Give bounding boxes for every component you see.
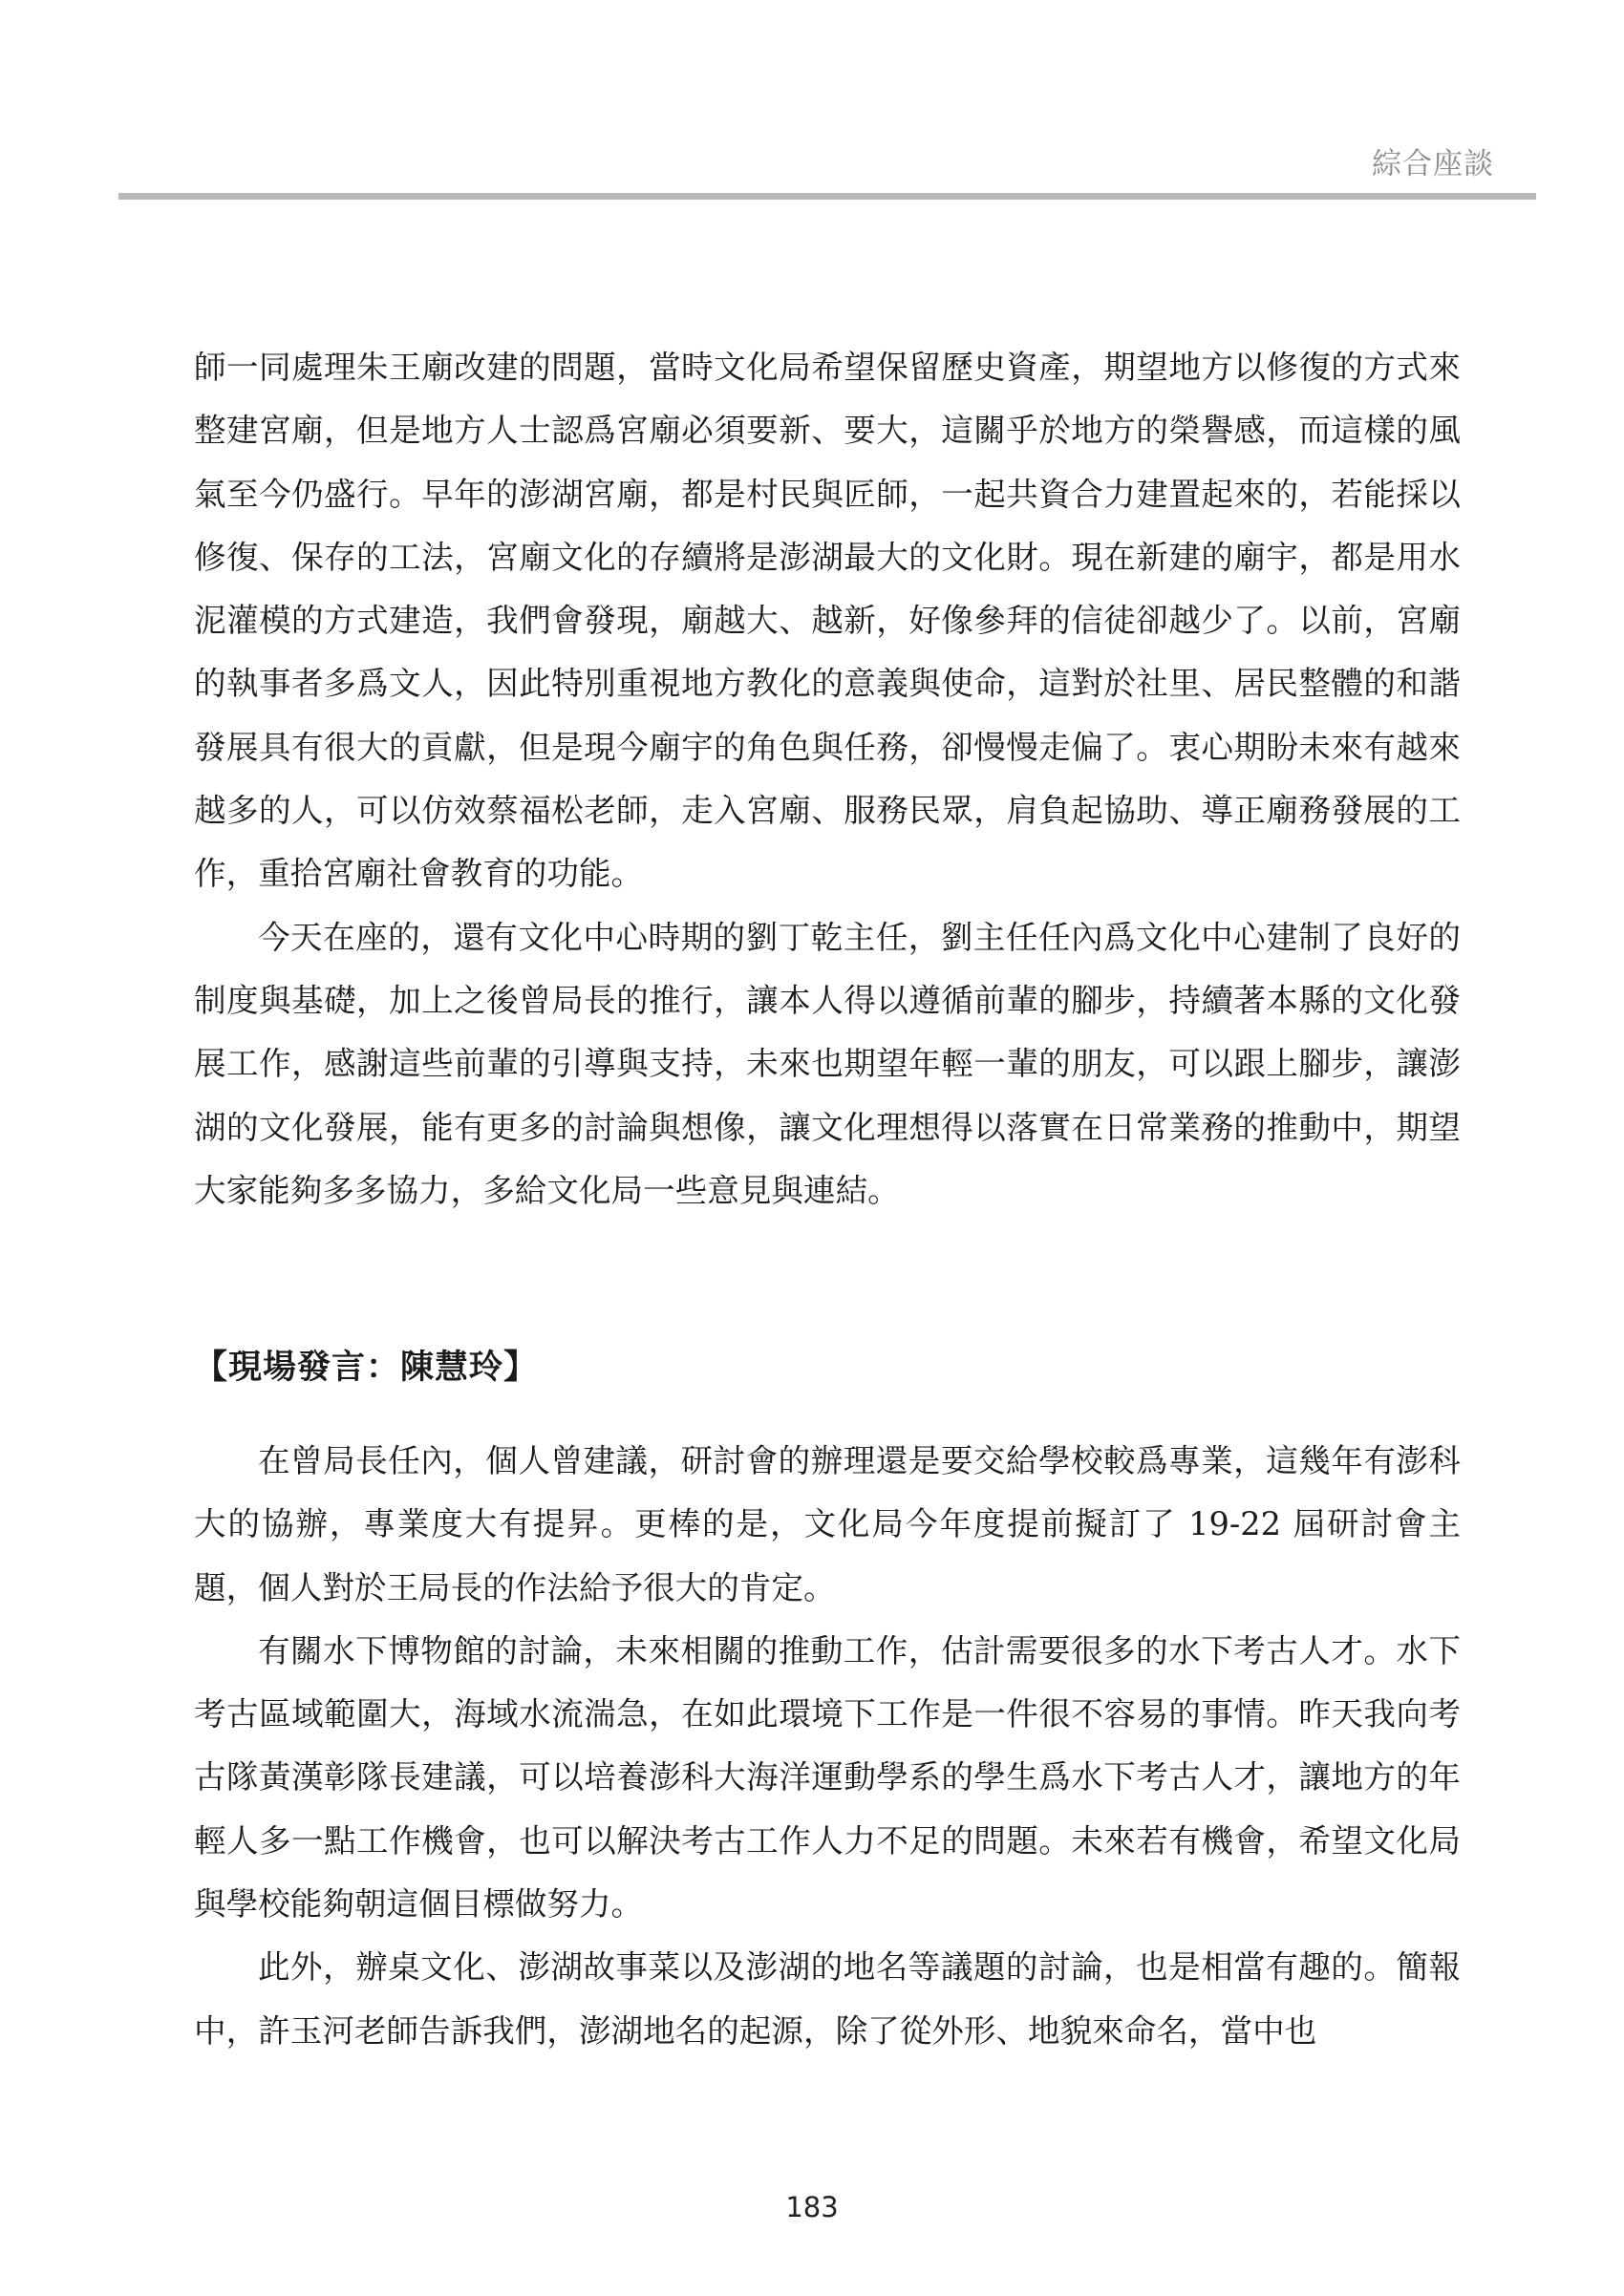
paragraph: 今天在座的，還有文化中心時期的劉丁乾主任，劉主任任內爲文化中心建制了良好的制度與基礎，加上之後曾局長的推行，讓本人得以遵循前輩的腳步，持續著本縣的文化發展工作，感謝這些前輩的引導與支持，未來也期望年輕一輩的朋友，可以跟上腳步，讓澎湖的文化發展，能有更多的討論與想像，讓文化理想得以落實在日常業務的推動中，期望大家能夠多多協力，多給文化局一些意見與連結。 [194, 918, 1461, 1209]
section-1-body [194, 336, 1461, 1222]
header-rule [118, 193, 1536, 200]
speaker-heading: 【現場發言：陳慧玲】 [194, 1348, 539, 1387]
running-header-title: 綜合座談 [1372, 147, 1494, 181]
paragraph: 在曾局長任內，個人曾建議，研討會的辦理還是要交給學校較爲專業，這幾年有澎科大的協辦，專業度大有提昇。更棒的是，文化局今年度提前擬訂了 19-22 屆研討會主題，個人對於王局長的作法給予很大的肯定。 [194, 1442, 1461, 1606]
page-number: 183 [785, 2191, 839, 2223]
section-2-body [194, 1430, 1461, 2063]
paragraph: 師一同處理朱王廟改建的問題，當時文化局希望保留歷史資產，期望地方以修復的方式來整建宮廟，但是地方人士認爲宮廟必須要新、要大，這關乎於地方的榮譽感，而這樣的風氣至今仍盛行。早年的澎湖宮廟，都是村民與匠師，一起共資合力建置起來的，若能採以修復、保存的工法，宮廟文化的存續將是澎湖最大的文化財。現在新建的廟宇，都是用水泥灌模的方式建造，我們會發現，廟越大、越新，好像參拜的信徒卻越少了。以前，宮廟的執事者多爲文人，因此特別重視地方教化的意義與使命，這對於社里、居民整體的和諧發展具有很大的貢獻，但是現今廟宇的角色與任務，卻慢慢走偏了。衷心期盼未來有越來越多的人，可以仿效蔡福松老師，走入宮廟、服務民眾，肩負起協助、導正廟務發展的工作，重拾宮廟社會教育的功能。 [194, 349, 1461, 893]
paragraph: 有關水下博物館的討論，未來相關的推動工作，估計需要很多的水下考古人才。水下考古區域範圍大，海域水流湍急，在如此環境下工作是一件很不容易的事情。昨天我向考古隊黃漢彰隊長建議，可以培養澎科大海洋運動學系的學生爲水下考古人才，讓地方的年輕人多一點工作機會，也可以解決考古工作人力不足的問題。未來若有機會，希望文化局與學校能夠朝這個目標做努力。 [194, 1631, 1461, 1924]
paragraph: 此外，辦桌文化、澎湖故事菜以及澎湖的地名等議題的討論，也是相當有趣的。簡報中，許玉河老師告訴我們，澎湖地名的起源，除了從外形、地貌來命名，當中也 [194, 1948, 1461, 2050]
